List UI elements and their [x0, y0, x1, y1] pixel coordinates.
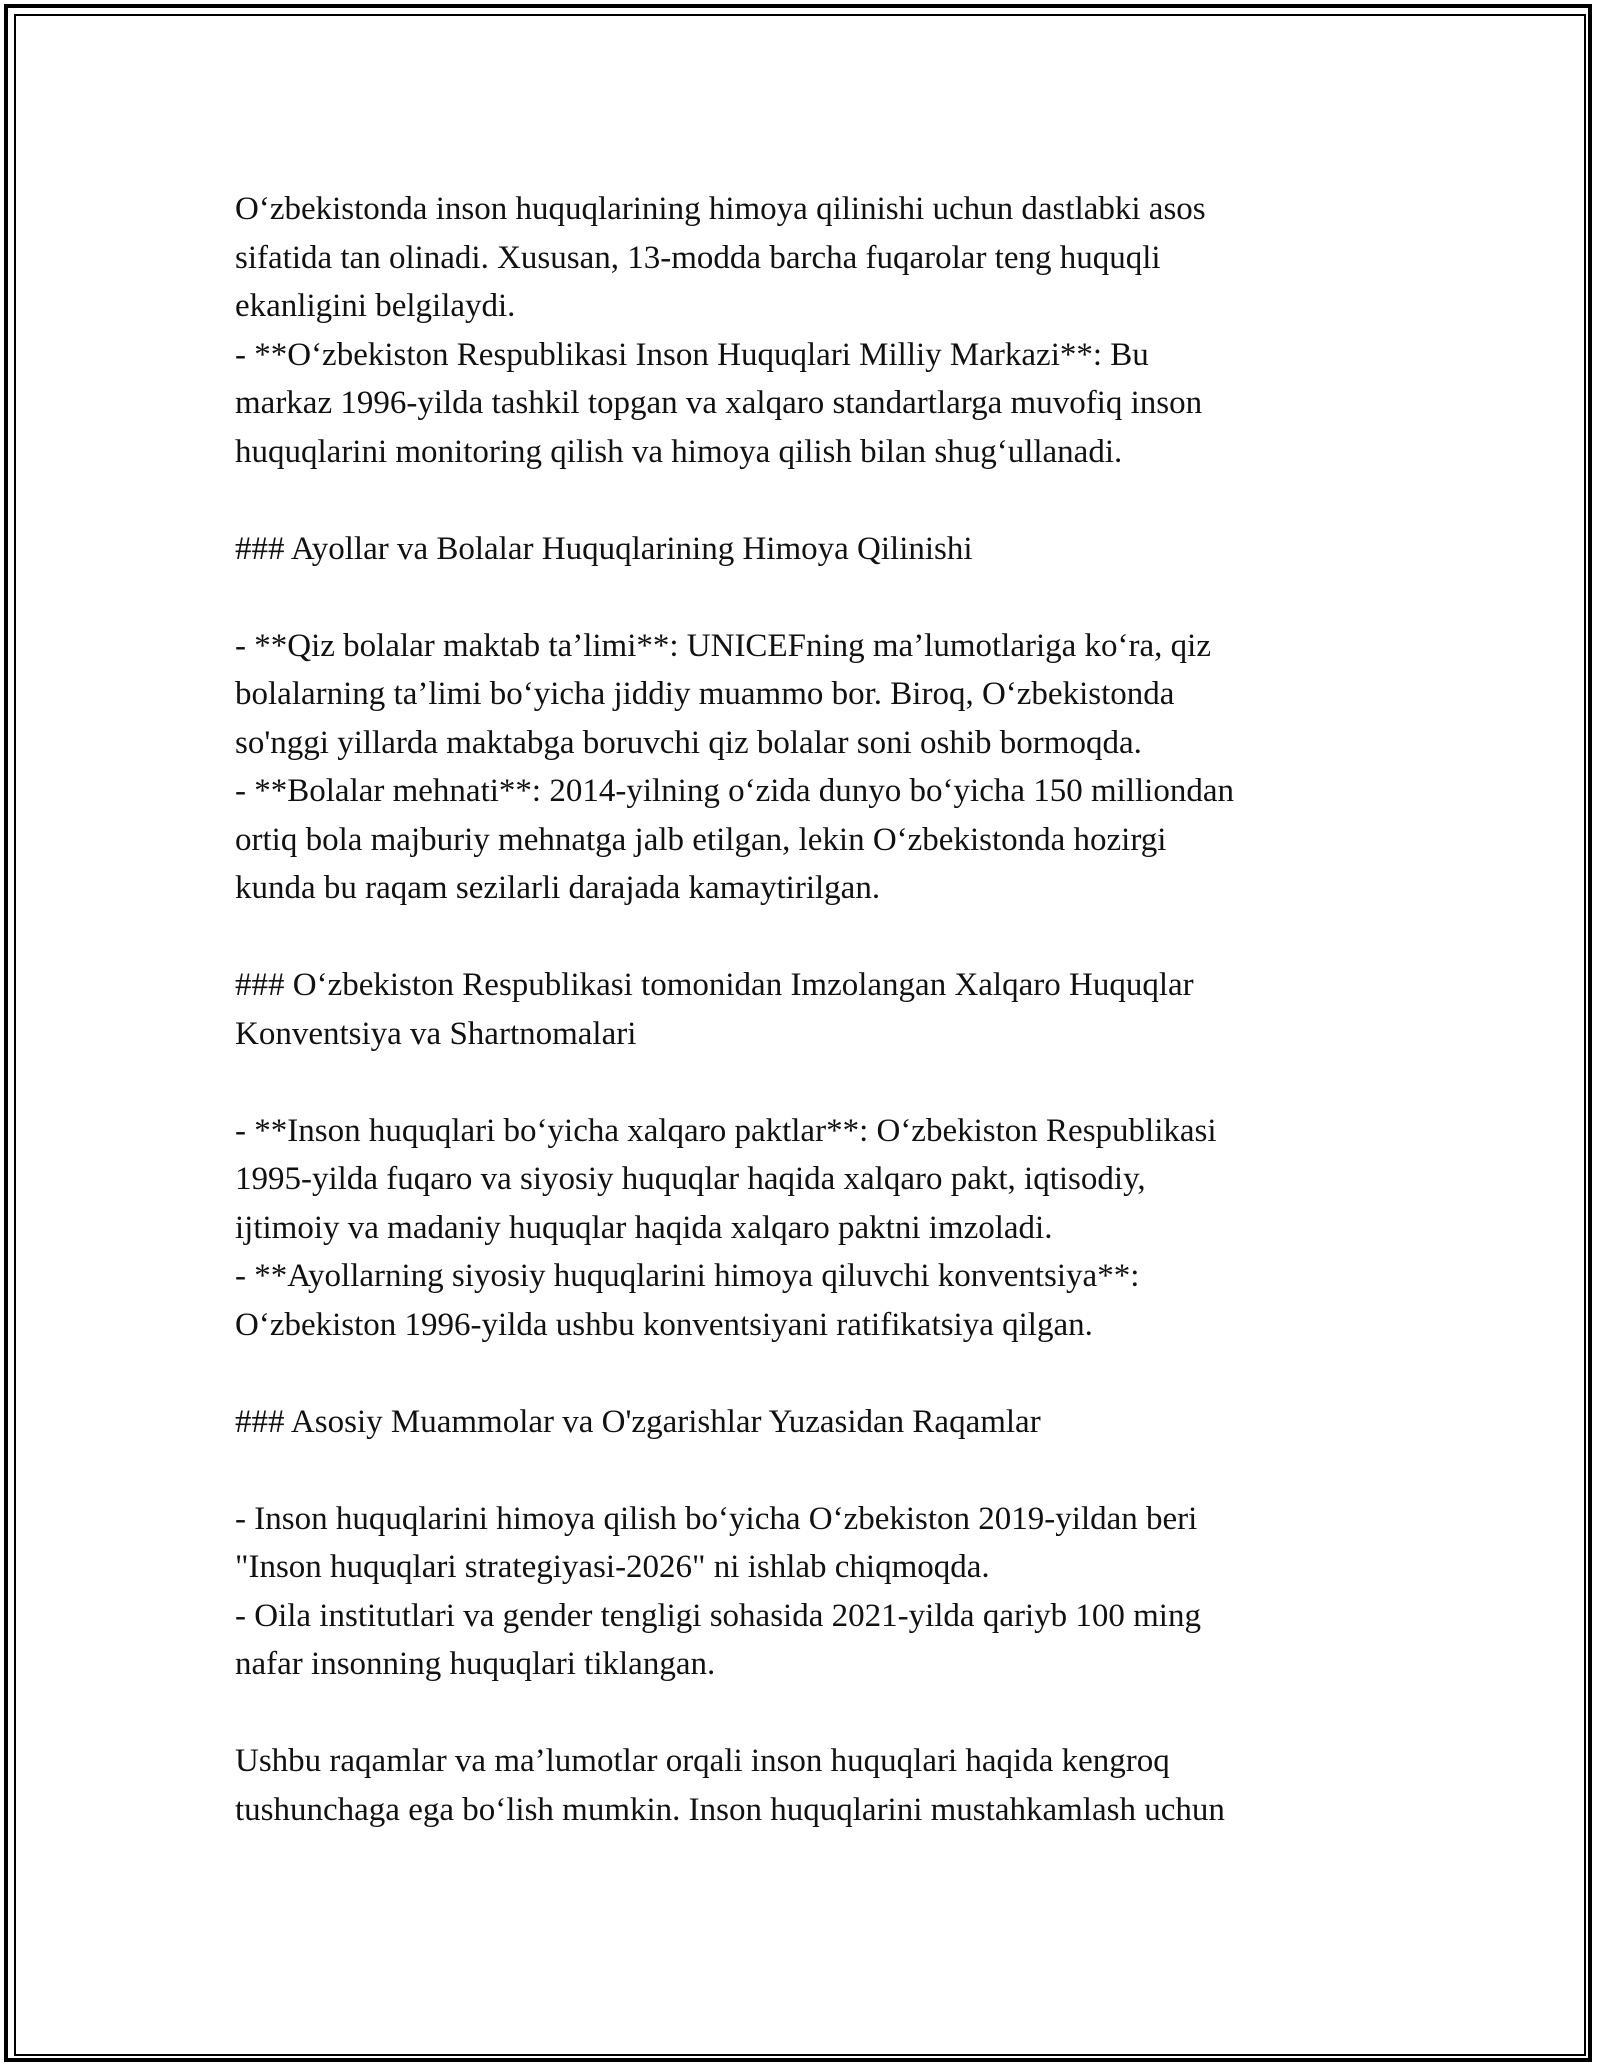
- section-heading-women-children: ### Ayollar va Bolalar Huquqlarining Himoya Qilinishi: [235, 530, 973, 567]
- text-line: bolalarning ta’limi bo‘yicha jiddiy muammo bor. Biroq, O‘zbekistonda: [235, 676, 1175, 712]
- text-line: - **Inson huquqlari bo‘yicha xalqaro paktlar**: O‘zbekiston Respublikasi: [235, 1112, 1217, 1149]
- text-line: sifatida tan olinadi. Xususan, 13-modda barcha fuqarolar teng huquqli: [235, 239, 1161, 276]
- blank-line: [235, 1689, 1365, 1738]
- blank-line: [235, 1349, 1365, 1398]
- section-heading-figures: ### Asosiy Muammolar va O'zgarishlar Yuzasidan Raqamlar: [235, 1403, 1041, 1440]
- text-line: kunda bu raqam sezilarli darajada kamaytirilgan.: [235, 870, 881, 906]
- text-line: so'nggi yillarda maktabga boruvchi qiz bolalar soni oshib bormoqda.: [235, 724, 1142, 761]
- text-line: - **O‘zbekiston Respublikasi Inson Huquqlari Milliy Markazi**: Bu: [235, 336, 1149, 373]
- blank-line: [235, 1058, 1365, 1107]
- paragraph-figures: [235, 1495, 1365, 1689]
- text-line: O‘zbekistonda inson huquqlarining himoya qilinishi uchun dastlabki asos: [235, 191, 1206, 227]
- text-line: ortiq bola majburiy mehnatga jalb etilgan, lekin O‘zbekistonda hozirgi: [235, 821, 1167, 858]
- section-heading-conventions: [235, 961, 1365, 1058]
- heading-line: ### O‘zbekiston Respublikasi tomonidan Imzolangan Xalqaro Huquqlar: [235, 967, 1194, 1003]
- blank-line: [235, 1446, 1365, 1495]
- document-body: [235, 185, 1365, 1834]
- text-line: ijtimoiy va madaniy huquqlar haqida xalqaro paktni imzoladi.: [235, 1209, 1053, 1246]
- text-line: huquqlarini monitoring qilish va himoya qilish bilan shug‘ullanadi.: [235, 433, 1123, 470]
- text-line: - **Qiz bolalar maktab ta’limi**: UNICEFning ma’lumotlariga ko‘ra, qiz: [235, 627, 1211, 664]
- text-line: tushunchaga ega bo‘lish mumkin. Inson huquqlarini mustahkamlash uchun: [235, 1791, 1225, 1828]
- text-line: ekanligini belgilaydi.: [235, 288, 516, 324]
- text-line: 1995-yilda fuqaro va siyosiy huquqlar haqida xalqaro pakt, iqtisodiy,: [235, 1161, 1146, 1197]
- text-line: Ushbu raqamlar va ma’lumotlar orqali inson huquqlari haqida kengroq: [235, 1743, 1170, 1779]
- blank-line: [235, 573, 1365, 622]
- text-line: - **Ayollarning siyosiy huquqlarini himoya qiluvchi konventsiya**:: [235, 1258, 1140, 1294]
- text-line: markaz 1996-yilda tashkil topgan va xalqaro standartlarga muvofiq inson: [235, 385, 1203, 421]
- paragraph-conventions: [235, 1107, 1365, 1350]
- blank-line: [235, 476, 1365, 525]
- paragraph-national-center: [235, 185, 1365, 476]
- text-line: "Inson huquqlari strategiyasi-2026" ni ishlab chiqmoqda.: [235, 1549, 990, 1585]
- heading-line: Konventsiya va Shartnomalari: [235, 1015, 637, 1052]
- blank-line: [235, 913, 1365, 962]
- paragraph-women-children: [235, 622, 1365, 913]
- text-line: - Oila institutlari va gender tengligi sohasida 2021-yilda qariyb 100 ming: [235, 1597, 1201, 1634]
- text-line: - Inson huquqlarini himoya qilish bo‘yicha O‘zbekiston 2019-yildan beri: [235, 1500, 1198, 1537]
- text-line: O‘zbekiston 1996-yilda ushbu konventsiyani ratifikatsiya qilgan.: [235, 1306, 1093, 1343]
- paragraph-conclusion: [235, 1737, 1365, 1834]
- text-line: - **Bolalar mehnati**: 2014-yilning o‘zida dunyo bo‘yicha 150 milliondan: [235, 773, 1234, 809]
- text-line: nafar insonning huquqlari tiklangan.: [235, 1646, 716, 1682]
